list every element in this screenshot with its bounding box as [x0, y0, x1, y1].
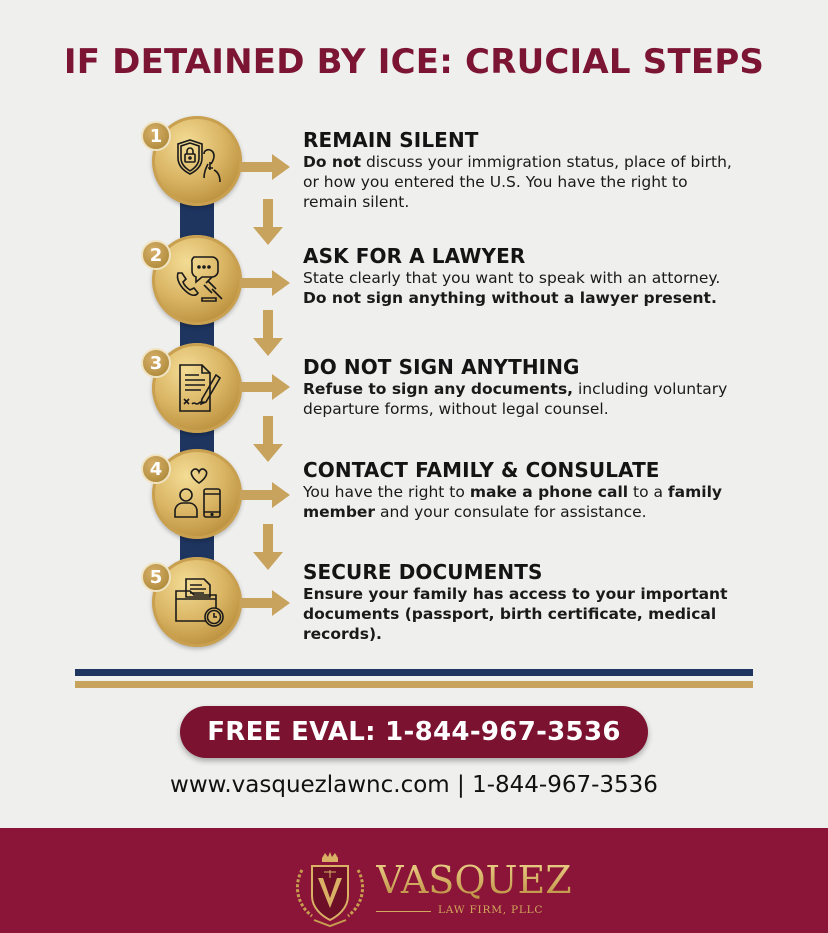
- step-1-body: [303, 152, 733, 212]
- document-sign-icon: [172, 361, 226, 415]
- step-4-body-text: and your consulate for assistance.: [375, 503, 647, 521]
- arrow-right-icon: [240, 270, 290, 296]
- step-3-body-bold: Refuse to sign any documents,: [303, 380, 574, 398]
- step-1-number: 1: [141, 121, 171, 151]
- step-5-body: [303, 584, 733, 644]
- person-heart-phone-icon: [172, 467, 226, 521]
- arrow-down-icon: [253, 416, 283, 462]
- step-1-body-bold: Do not: [303, 153, 362, 171]
- arrow-down-icon: [253, 310, 283, 356]
- arrow-right-icon: [240, 154, 290, 180]
- step-3-heading: DO NOT SIGN ANYTHING: [303, 355, 580, 379]
- divider-navy: [75, 669, 753, 676]
- step-4-number: 4: [141, 454, 171, 484]
- footer: [0, 828, 828, 933]
- page-title: IF DETAINED BY ICE: CRUCIAL STEPS: [63, 42, 765, 82]
- divider-gold: [75, 681, 753, 688]
- firm-logo: [288, 850, 572, 930]
- step-2-body-text: State clearly that you want to speak with an attorney.: [303, 269, 721, 287]
- step-4: [303, 458, 733, 522]
- step-1: [303, 128, 733, 212]
- step-2-body: [303, 268, 733, 308]
- folder-clock-icon: [172, 575, 226, 629]
- step-5-number: 5: [141, 562, 171, 592]
- logo-subtitle: LAW FIRM, PLLC: [438, 904, 544, 916]
- contact-line[interactable]: www.vasquezlawnc.com | 1-844-967-3536: [170, 772, 658, 798]
- step-3-body: [303, 379, 733, 419]
- arrow-down-icon: [253, 524, 283, 570]
- step-2-body-bold: Do not sign anything without a lawyer present.: [303, 289, 717, 307]
- step-5: [303, 560, 733, 644]
- step-4-body-text: to a: [628, 483, 668, 501]
- shield-lock-silence-icon: [172, 134, 226, 188]
- step-3-body-text: including voluntary departure forms, without legal counsel.: [303, 380, 728, 418]
- logo-rule: [376, 911, 431, 912]
- arrow-right-icon: [240, 590, 290, 616]
- step-2: [303, 244, 733, 308]
- step-4-body: [303, 482, 733, 522]
- step-4-heading: CONTACT FAMILY & CONSULATE: [303, 458, 660, 482]
- step-2-heading: ASK FOR A LAWYER: [303, 244, 526, 268]
- step-1-body-text: discuss your immigration status, place of birth, or how you entered the U.S. You have the right to remain silent.: [303, 153, 732, 211]
- step-5-body-bold: Ensure your family has access to your important documents (passport, birth certificate, medical records).: [303, 585, 728, 643]
- step-4-body-bold: family member: [303, 483, 723, 521]
- step-4-body-text: You have the right to: [303, 483, 470, 501]
- step-2-number: 2: [141, 240, 171, 270]
- arrow-down-icon: [253, 199, 283, 245]
- arrow-right-icon: [240, 482, 290, 508]
- step-4-body-bold: make a phone call: [469, 483, 629, 501]
- step-1-heading: REMAIN SILENT: [303, 128, 479, 152]
- step-5-heading: SECURE DOCUMENTS: [303, 560, 543, 584]
- phone-chat-gavel-icon: [172, 253, 226, 307]
- step-3: [303, 355, 733, 419]
- arrow-right-icon: [240, 374, 290, 400]
- crest-icon: [288, 850, 372, 930]
- free-eval-button[interactable]: FREE EVAL: 1-844-967-3536: [180, 706, 648, 758]
- logo-name: VASQUEZ: [376, 858, 572, 902]
- step-3-number: 3: [141, 348, 171, 378]
